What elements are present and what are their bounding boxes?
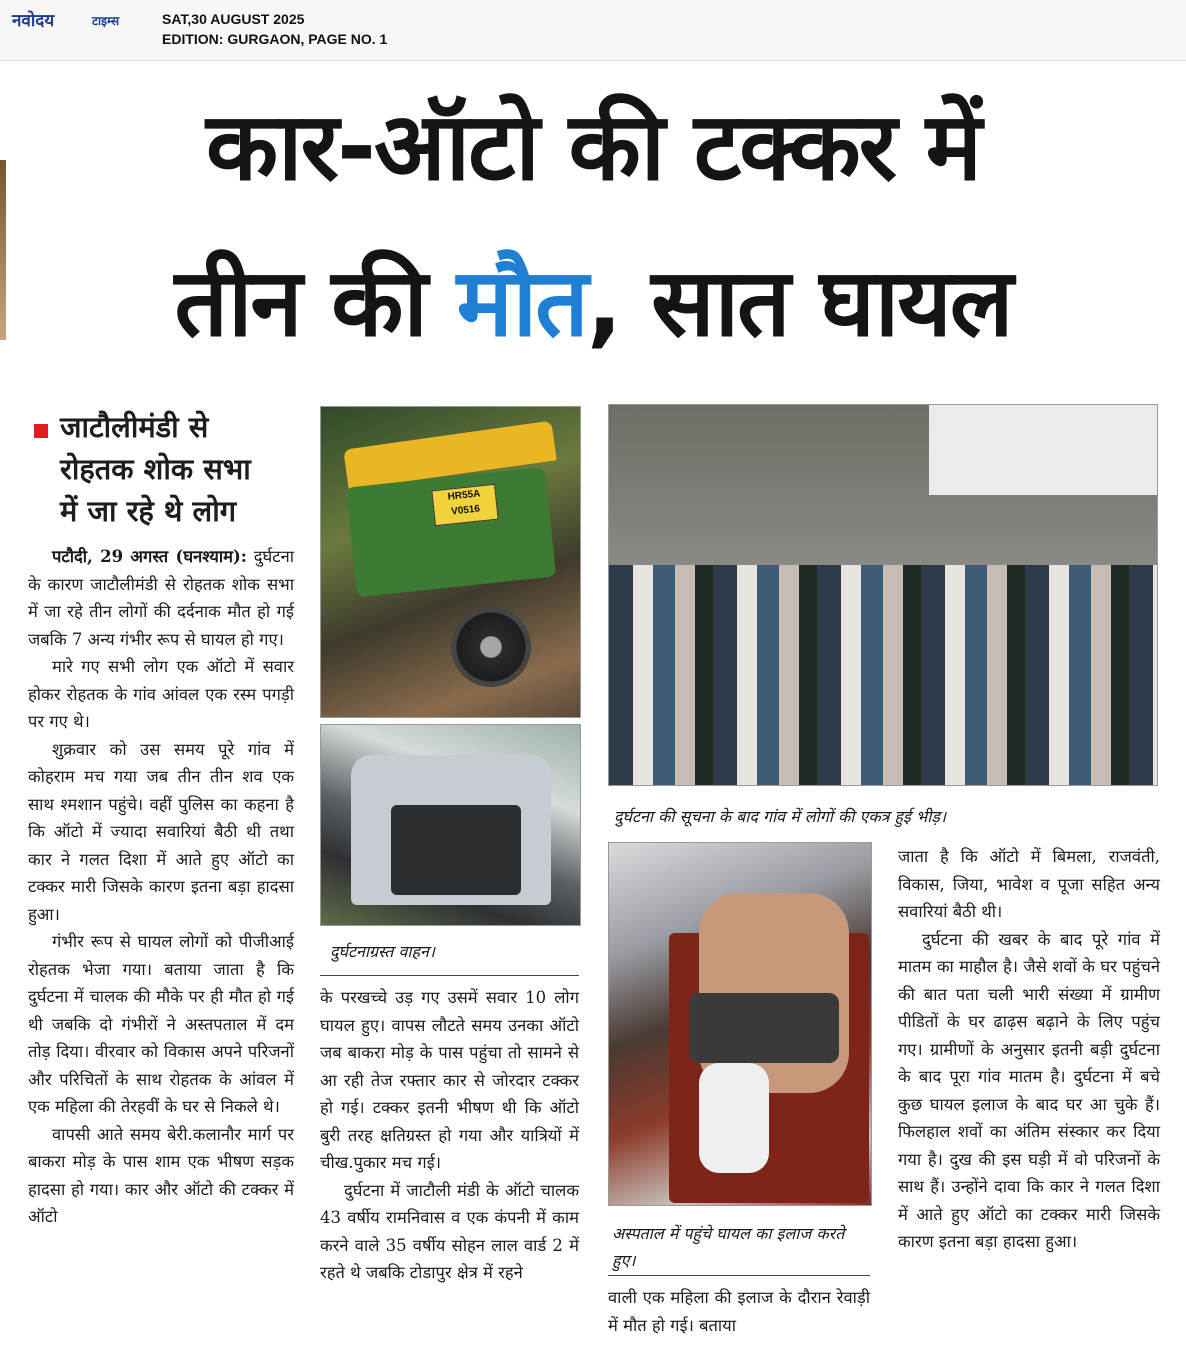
article-column-2 — [320, 984, 579, 1287]
brand-logo: नवोदय — [12, 11, 55, 31]
edition-date: SAT,30 AUGUST 2025 — [162, 11, 305, 27]
article-column-4 — [898, 843, 1160, 1256]
headline-highlight: मौत — [456, 249, 587, 358]
subhead-line-1: जाटौलीमंडी से — [60, 410, 209, 444]
article-paragraph: दुर्घटना की खबर के बाद पूरे गांव में मातम का माहौल है। जैसे शवों के घर पहुंचने की बात पता चली भारी संख्या में ग्रामीण पीडितों के घर ढाढ़स बढ़ाने के लिए पहुंच गए। ग्रामीणों के अनुसार इतनी बड़ी दुर्घटना के बाद पूरा गांव मातम है। दुर्घटना में बचे कुछ घायल इलाज के बाद घर आ चुके हैं। फिलहाल शवों का अंतिम संस्कार कर दिया गया है। दुख की इस घड़ी में वो परिजनों के साथ हैं। उन्होंने दावा कि कार ने गलत दिशा में आते हुए ऑटो का टक्कर मारी जिसके कारण इतना बड़ा हादसा हुआ। — [898, 929, 1160, 1251]
plate-line-1: HR55A — [447, 488, 481, 503]
bandage-shape — [699, 1063, 769, 1173]
hospital-photo-caption: अस्पताल में पहुंचे घायल का इलाज करते हुए। — [612, 1224, 845, 1270]
patient-shorts-shape — [689, 993, 839, 1063]
crowd-people-shape — [609, 565, 1157, 785]
caption-divider — [320, 975, 579, 976]
caption-divider — [608, 1275, 870, 1276]
article-paragraph: वाली एक महिला की इलाज के दौरान रेवाड़ी में मौत हो गई। बताया — [608, 1288, 870, 1335]
auto-wreck-photo — [320, 406, 581, 718]
article-paragraph: मारे गए सभी लोग एक ऑटो में सवार होकर रोहतक के गांव आंवल एक रस्म पगड़ी पर गए थे। — [28, 657, 294, 731]
vehicle-photo-caption: दुर्घटनाग्रस्त वाहन। — [330, 942, 435, 961]
headline-line-2-start: तीन की — [174, 249, 457, 358]
brand-logo-suffix: टाइम्स — [92, 14, 120, 28]
plate-line-2: V0516 — [450, 503, 481, 518]
crowd-photo-caption: दुर्घटना की सूचना के बाद गांव में लोगों की एकत्र हुई भीड़। — [614, 807, 947, 826]
edition-page: EDITION: GURGAON, PAGE NO. 1 — [162, 31, 388, 47]
article-dateline: पटौदी, 29 अगस्त (घनश्याम): — [52, 547, 247, 566]
masthead-bar — [0, 0, 1186, 61]
article-paragraph: दुर्घटना के कारण जाटौलीमंडी से रोहतक शोक सभा में जा रहे तीन लोगों की दर्दनाक मौत हो गई जबकि 7 अन्य गंभीर रूप से घायल हो गए। — [28, 547, 294, 649]
edition-meta — [162, 9, 387, 49]
hospital-photo — [608, 842, 872, 1206]
headline-line-2 — [0, 248, 1186, 360]
headline-line-2-end: , सात घायल — [586, 249, 1012, 358]
subhead — [34, 406, 304, 532]
subhead-line-3: में जा रहे थे लोग — [60, 494, 237, 528]
article-paragraph: के परखच्चे उड़ गए उसमें सवार 10 लोग घायल हुए। वापस लौटते समय उनका ऑटो जब बाकरा मोड़ के पास पहुंचा तो सामने से आ रही तेज रफ्तार कार से जोरदार टक्कर हो गई। टक्कर इतनी भीषण थी कि ऑटो बुरी तरह क्षतिग्रस्त हो गया और यात्रियों में चीख.पुकार मच गई। — [320, 988, 579, 1172]
article-paragraph: जाता है कि ऑटो में बिमला, राजवंती, विकास, जिया, भावेश व पूजा सहित अन्य सवारियां बैठी थी। — [898, 847, 1160, 921]
auto-body-shape — [346, 467, 556, 597]
car-wreck-photo — [320, 724, 581, 926]
article-paragraph: दुर्घटना में जाटौली मंडी के ऑटो चालक 43 वर्षीय रामनिवास व एक कंपनी में काम करने वाले 35 वर्षीय सोहन लाल वार्ड 2 में रहते थे जबकि टोडापुर क्षेत्र में रहने — [320, 1180, 579, 1282]
auto-number-plate — [431, 484, 498, 526]
article-paragraph: शुक्रवार को उस समय पूरे गांव में कोहराम मच गया जब तीन तीन शव एक साथ श्मशान पहुंचे। वहीं पुलिस का कहना है कि ऑटो में ज्यादा सवारियां बैठी थी तथा कार ने गलत दिशा में आते हुए ऑटो का टक्कर मारी जिसके कारण इतना बड़ा हादसा हुआ। — [28, 739, 294, 924]
headline-line-1: कार-ऑटो की टक्कर में — [205, 93, 981, 202]
village-crowd-photo — [608, 404, 1158, 786]
article-paragraph: वापसी आते समय बेरी.कलानौर मार्ग पर बाकरा मोड़ के पास शाम एक भीषण सड़क हादसा हो गया। कार और ऑटो की टक्कर में ऑटो — [28, 1124, 294, 1226]
article-column-3 — [608, 1284, 870, 1339]
article-column-1 — [28, 543, 294, 1231]
auto-wheel-shape — [451, 607, 531, 687]
car-damage-shape — [391, 805, 521, 895]
article-paragraph: गंभीर रूप से घायल लोगों को पीजीआई रोहतक भेजा गया। बताया जाता है कि दुर्घटना में चालक की मौके पर ही मौत हो गई थी जबकि दो गंभीरों ने अस्तपताल में दम तोड़ दिया। वीरवार को विकास अपने परिजनों और परिचितों के साथ रोहतक के आंवल में एक महिला की तेरहवीं के घर से निकले थे। — [28, 932, 294, 1116]
crowd-sky-shape — [929, 405, 1157, 495]
subhead-line-2: रोहतक शोक सभा — [60, 452, 251, 486]
